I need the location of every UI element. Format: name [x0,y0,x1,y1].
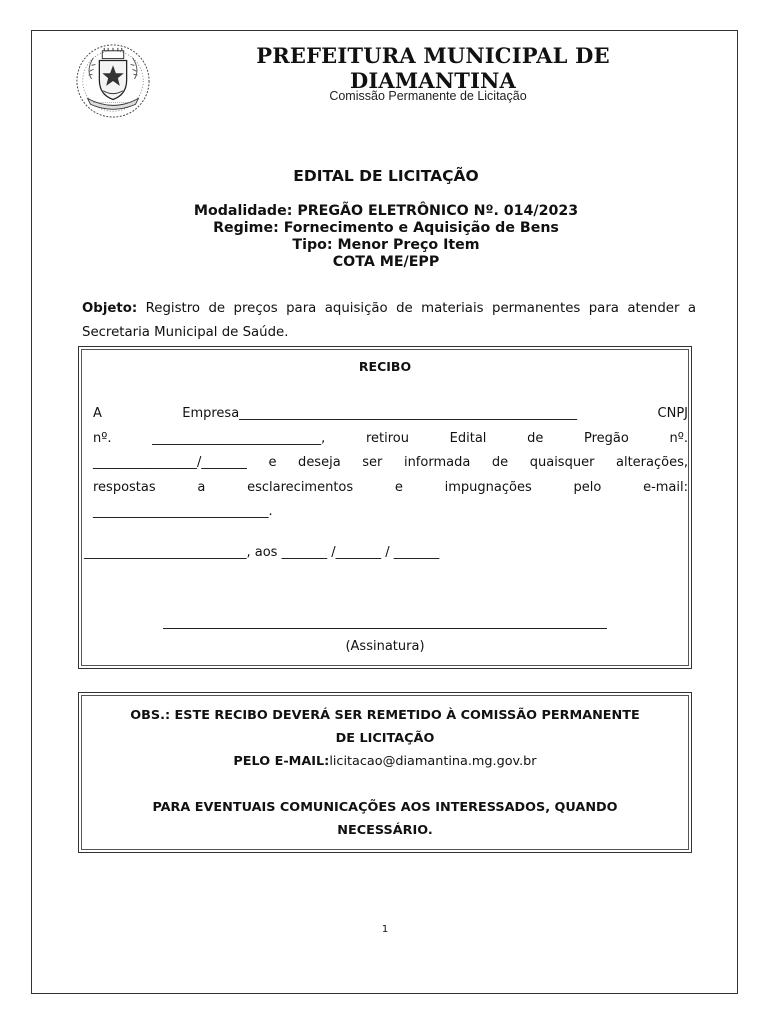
signature-line [163,628,607,629]
objeto-paragraph [82,297,696,345]
edital-metadata [80,203,692,271]
document-title: EDITAL DE LICITAÇÃO [293,167,479,185]
date-line: _________________________, aos _______ /_______ / _______ [84,545,440,560]
recibo-line: ___________________________. [93,504,273,519]
tipo-line: Tipo: Menor Preço Item [292,237,480,253]
obs-line: PARA EVENTUAIS COMUNICAÇÕES AOS INTERESSADOS, QUANDO [152,800,618,815]
recibo-line: respostas a esclarecimentos e impugnações pelo e-mail: [93,479,688,495]
obs-line: OBS.: ESTE RECIBO DEVERÁ SER REMETIDO À COMISSÃO PERMANENTE [130,708,640,723]
modalidade-line: Modalidade: PREGÃO ELETRÔNICO Nº. 014/2023 [193,203,579,219]
obs-line: DE LICITAÇÃO [335,731,435,746]
obs-spacer [79,773,691,796]
municipal-coat-of-arms-icon [74,42,152,120]
objeto-label: Objeto: [82,301,138,316]
obs-box [78,692,692,853]
recibo-title: RECIBO [358,359,412,374]
objeto-text: Registro de preços para aquisição de materiais permanentes para atender a Secretaria Municipal de Saúde. [82,301,696,340]
page-number: 1 [381,924,389,935]
header-title: PREFEITURA MUNICIPAL DE DIAMANTINA [256,43,610,93]
email-address: licitacao@diamantina.mg.gov.br [329,754,537,769]
email-label: PELO E-MAIL: [233,754,330,769]
recibo-box [78,346,692,669]
obs-line: NECESSÁRIO. [337,823,433,838]
obs-email-line [79,750,691,773]
recibo-line: A Empresa____________________________________________________ CNPJ [93,406,688,421]
recibo-line: nº. __________________________, retirou Edital de Pregão nº. [93,430,688,446]
signature-label: (Assinatura) [345,639,425,654]
cota-line: COTA ME/EPP [332,254,440,270]
regime-line: Regime: Fornecimento e Aquisição de Bens [213,220,559,236]
recibo-line: ________________/_______ e deseja ser informada de quaisquer alterações, [93,455,688,470]
obs-content [79,704,691,842]
recibo-body [93,402,688,525]
header-subtitle: Comissão Permanente de Licitação [329,89,527,103]
